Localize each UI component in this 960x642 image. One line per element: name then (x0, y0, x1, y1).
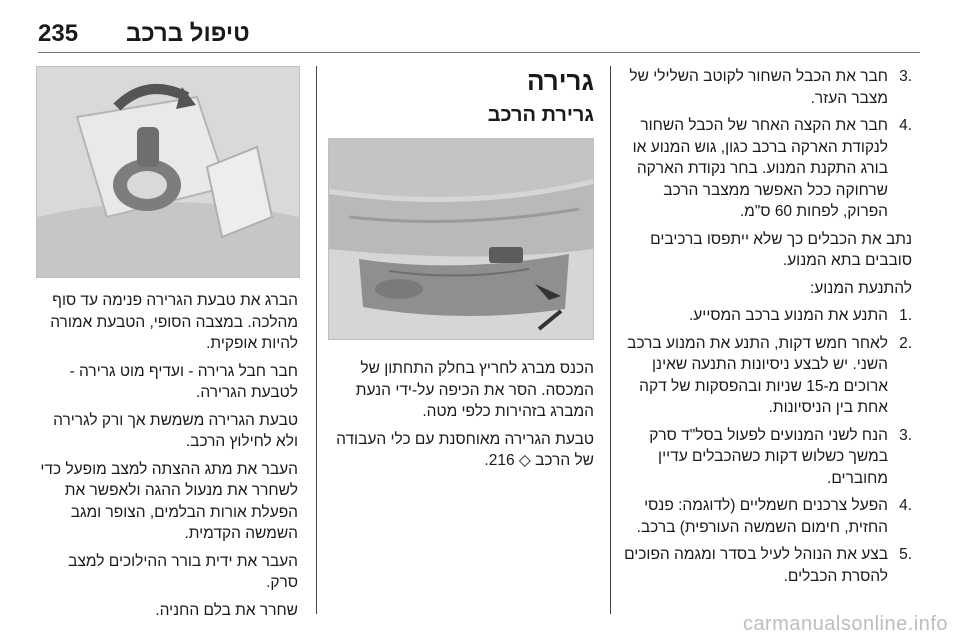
step-text: הפעל צרכנים חשמליים (לדוגמה: פנסי החזית, חימום השמשה העורפית) ברכב. (636, 497, 888, 536)
step-number: .4 (899, 117, 912, 134)
right-column (620, 66, 912, 593)
paragraph: טבעת הגרירה משמשת אך ורק לגרירה ולא לחילוץ הרכב. (53, 411, 298, 450)
paragraph: הברג את טבעת הגרירה פנימה עד סוף מהלכה. במצבה הסופי, הטבעת אמורה להיות אופקית. (50, 292, 298, 352)
page-number: 235 (38, 20, 79, 47)
step-text: בצע את הנוהל לעיל בסדר ומגמה הפוכים להסרת הכבלים. (624, 546, 888, 585)
start-steps (620, 305, 912, 587)
list-item (620, 305, 912, 327)
list-item (620, 544, 912, 587)
step-text: לאחר חמש דקות, התנע את המנוע ברכב השני. יש לבצע ניסיונות התנעה שאינן ארוכים מ-15 שניות ובהפסקות של דקה אחת בין הניסיונות. (627, 334, 888, 416)
page-title: גרירה (526, 66, 594, 96)
step-text: חבר את הקצה האחר של הכבל השחור לנקודת הארקה ברכב כגון, גוש המנוע או בורג התקנת המנוע. בחר נקודת הארקה שרחוקה ככל האפשר ממצבר הרכב הפרוק, לפחות 60 ס"מ. (632, 117, 888, 220)
step-number: .4 (899, 497, 912, 514)
list-item (620, 495, 912, 538)
list-item (620, 115, 912, 223)
paragraph: העבר את מתג ההצתה למצב מופעל כדי לשחרר את מנעול ההגה ולאפשר את הפעלת אורות הבלמים, הצופר ומגב השמשה הקדמית. (40, 460, 298, 542)
watermark: carmanualsonline.info (742, 613, 948, 635)
paragraph: חבר חבל גרירה - ועדיף מוט גרירה - לטבעת הגרירה. (69, 362, 298, 401)
left-column (36, 290, 298, 627)
step-number: .3 (899, 68, 912, 85)
page-header (38, 20, 920, 56)
step-text: התנע את המנוע ברכב המסייע. (688, 307, 888, 324)
cable-note: נתב את הכבלים כך שלא ייתפסו ברכיבים סובבים בתא המנוע. (650, 230, 912, 269)
column-divider (316, 66, 317, 614)
list-item (620, 66, 912, 109)
paragraph: העבר את ידית בורר ההילוכים למצב סרק. (68, 552, 298, 591)
column-divider (610, 66, 611, 614)
step-number: .1 (899, 307, 912, 324)
jump-start-steps (620, 66, 912, 223)
cover-instruction: הכנס מברג לחריץ בחלק התחתון של המכסה. הסר את הכיפה על-ידי הנעת המברג בזהירות כלפי מטה. (355, 360, 594, 420)
car-front-photo (328, 138, 594, 340)
step-text: הנח לשני המנועים לפעול בסל"ד סרק במשך כשלוש דקות כשהכבלים עדיין מחוברים. (649, 426, 888, 487)
list-item (620, 333, 912, 419)
section-title: טיפול ברכב (126, 20, 250, 47)
step-text: חבר את הכבל השחור לקוטב השלילי של מצבר העזר. (629, 68, 888, 107)
list-item (620, 425, 912, 490)
paragraph: שחרר את בלם החניה. (155, 601, 298, 619)
step-number: .3 (899, 426, 912, 444)
step-number: .5 (899, 546, 912, 563)
middle-column (328, 66, 594, 478)
tow-eye-storage: טבעת הגרירה מאוחסנת עם כלי העבודה של הרכב ◇ 216. (336, 430, 594, 469)
header-rule (38, 52, 920, 53)
tow-eye-photo (36, 66, 300, 278)
start-heading: להתנעת המנוע: (809, 279, 912, 297)
section-subtitle: גרירת הרכב (487, 104, 594, 126)
step-number: .2 (899, 334, 912, 352)
